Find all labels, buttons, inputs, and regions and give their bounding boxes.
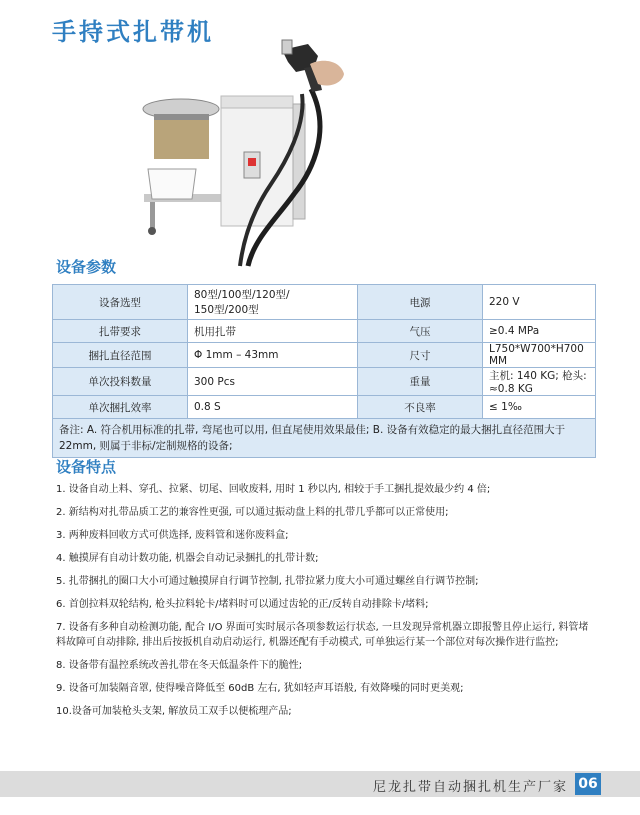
list-item: 6. 首创拉料双轮结构, 枪头拉料轮卡/堵料时可以通过齿轮的正/反转自动排除卡/堵料; [56, 599, 429, 610]
param-value [188, 285, 358, 320]
param-value: 主机: 140 KG; 枪头: ≈0.8 KG [483, 368, 596, 396]
param-label: 单次捆扎效率 [53, 396, 188, 419]
table-row [53, 396, 596, 419]
table-row [53, 285, 596, 320]
param-label: 气压 [358, 320, 483, 343]
param-value: ≥0.4 MPa [483, 320, 596, 343]
param-value: ≤ 1‰ [483, 396, 596, 419]
page-title: 手持式扎带机 [52, 18, 214, 46]
table-row [53, 343, 596, 368]
param-label: 电源 [358, 285, 483, 320]
list-item: 1. 设备自动上料、穿孔、拉紧、切尾、回收废料, 用时 1 秒以内, 相较于手工捆扎提效最少约 4 倍; [56, 484, 491, 495]
param-label: 扎带要求 [53, 320, 188, 343]
list-item: 7. 设备有多种自动检测功能, 配合 I/O 界面可实时展示各项参数运行状态, 一旦发现异常机器立即报警且停止运行, 料管堵料故障可自动排除, 排出后按扳机自动启动运行, 机器还配有手动模式, 可单独运行某一个部位对每次操作进行监控; [56, 622, 589, 648]
footer-text: 尼龙扎带自动捆扎机生产厂家 [372, 780, 568, 795]
list-item: 3. 两种废料回收方式可供选择, 废料管和迷你废料盒; [56, 530, 289, 541]
product-photo [136, 34, 346, 274]
section-features-title: 设备特点 [56, 458, 117, 476]
param-value: Φ 1mm – 43mm [188, 343, 358, 368]
param-value: L750*W700*H700 MM [483, 343, 596, 368]
table-row [53, 320, 596, 343]
param-label: 单次投料数量 [53, 368, 188, 396]
features-list [56, 482, 596, 719]
param-value: 220 V [483, 285, 596, 320]
table-row [53, 419, 596, 458]
param-value-line: 150型/200型 [194, 304, 259, 316]
param-label: 设备选型 [53, 285, 188, 320]
list-item: 9. 设备可加装隔音罩, 使得噪音降低至 60dB 左右, 犹如轻声耳语般, 有效降噪的同时更美观; [56, 683, 464, 694]
table-row [53, 368, 596, 396]
list-item: 4. 触摸屏有自动计数功能, 机器会自动记录捆扎的扎带计数; [56, 553, 319, 564]
param-label: 捆扎直径范围 [53, 343, 188, 368]
param-label: 重量 [358, 368, 483, 396]
section-params-title: 设备参数 [56, 258, 117, 276]
param-value: 0.8 S [188, 396, 358, 419]
param-label: 尺寸 [358, 343, 483, 368]
params-table [52, 284, 596, 458]
list-item: 5. 扎带捆扎的圈口大小可通过触摸屏自行调节控制, 扎带拉紧力度大小可通过螺丝自行调节控制; [56, 576, 479, 587]
param-value-line: 80型/100型/120型/ [194, 289, 290, 301]
footer-bar [0, 771, 640, 797]
list-item: 8. 设备带有温控系统改善扎带在冬天低温条件下的脆性; [56, 660, 303, 671]
params-note: 备注: A. 符合机用标准的扎带, 弯尾也可以用, 但直尾使用效果最佳; B. 设备有效稳定的最大捆扎直径范围大于 22mm, 则属于非标/定制规格的设备; [53, 419, 596, 458]
page-number: 06 [575, 773, 601, 795]
list-item: 2. 新结构对扎带品质工艺的兼容性更强, 可以通过振动盘上料的扎带几乎都可以正常使用; [56, 507, 449, 518]
param-label: 不良率 [358, 396, 483, 419]
list-item: 10.设备可加装枪头支架, 解放员工双手以便梳理产品; [56, 706, 292, 717]
param-value: 300 Pcs [188, 368, 358, 396]
param-value: 机用扎带 [188, 320, 358, 343]
